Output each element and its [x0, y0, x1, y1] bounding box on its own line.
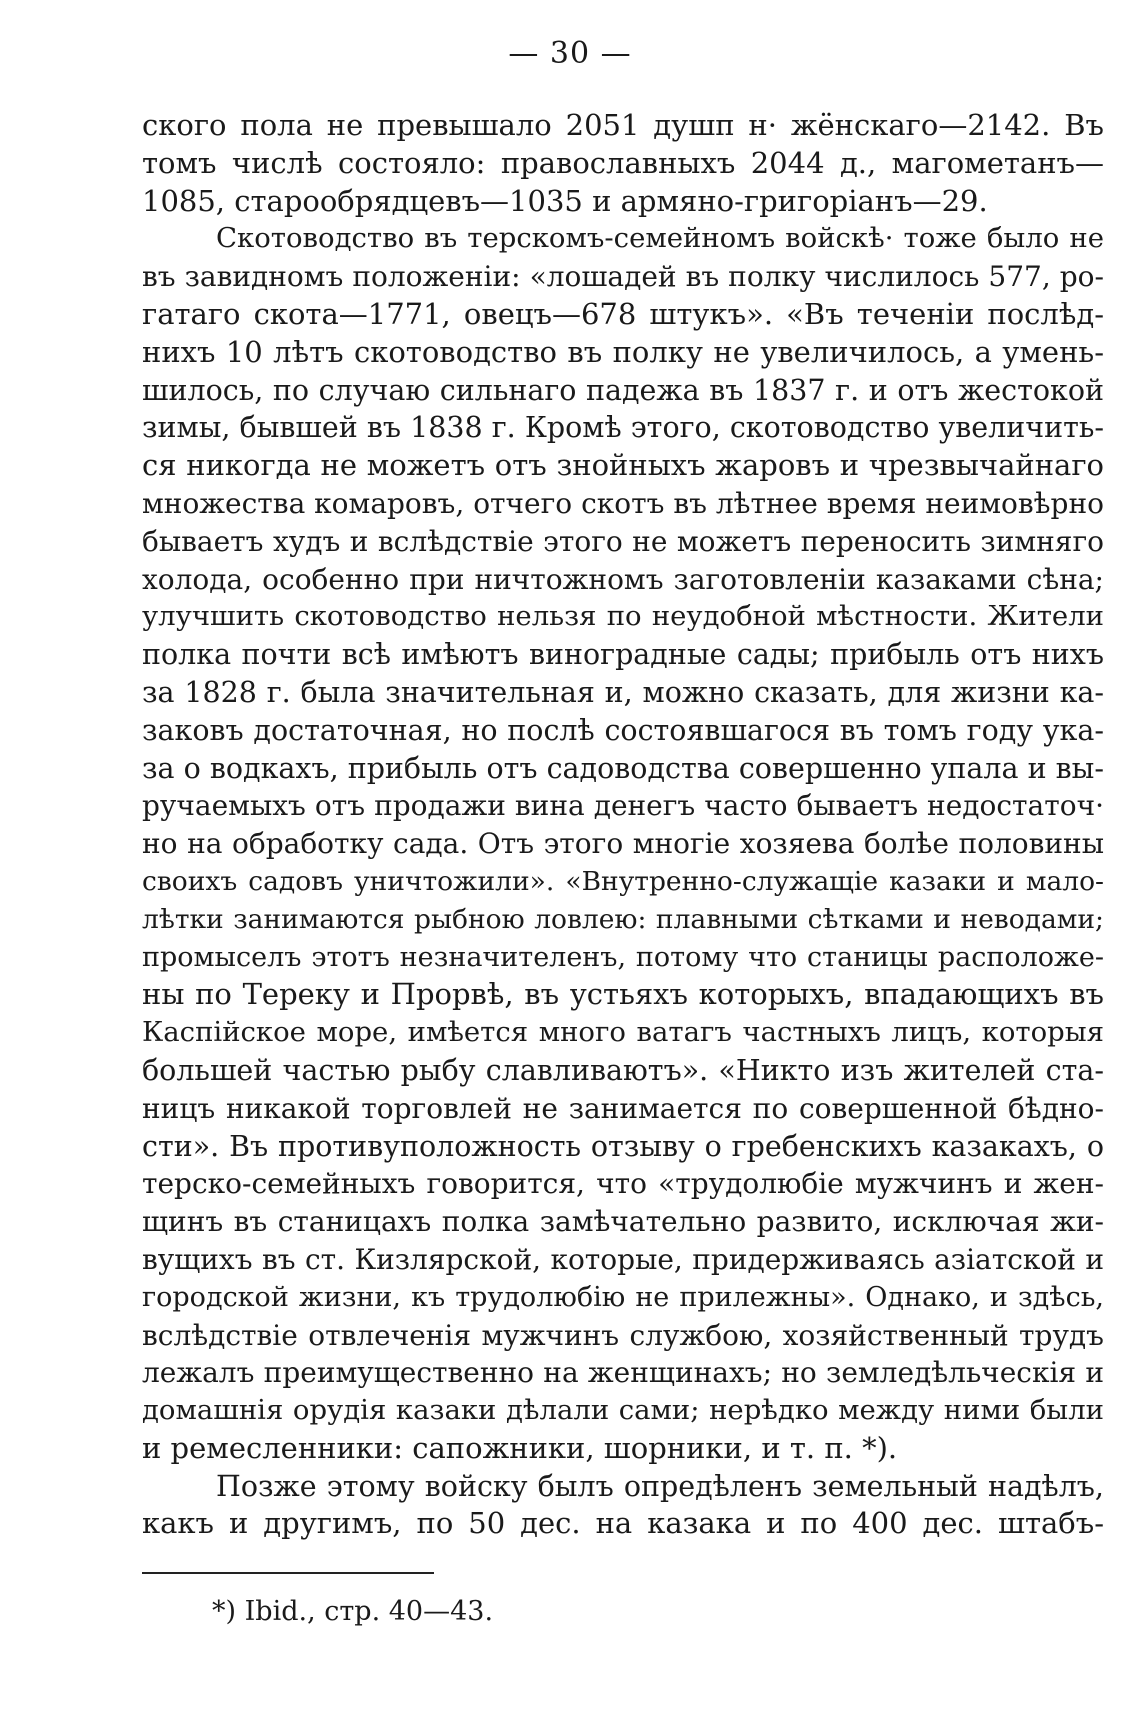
body-text	[142, 107, 1104, 1543]
text-line: за 1828 г. была значительная и, можно сказать, для жизни ка-	[142, 675, 1104, 709]
text-line: ницъ никакой торговлей не занимается по совершенной бѣдно-	[142, 1091, 1104, 1125]
text-line: сти». Въ противуположность отзыву о гребенскихъ казакахъ, о	[142, 1129, 1104, 1163]
text-line: холода, особенно при ничтожномъ заготовленіи казаками сѣна;	[142, 562, 1104, 596]
text-line: вущихъ въ ст. Кизлярской, которые, придерживаясь азіатской и	[142, 1242, 1104, 1276]
text-line: гатаго скота—1771, овецъ—678 штукъ». «Въ теченіи послѣд-	[142, 296, 1104, 331]
text-line: бываетъ худъ и вслѣдствіе этого не можетъ переносить зимняго	[142, 524, 1104, 558]
text-line: своихъ садовъ уничтожили». «Внутренно-служащіе казаки и мало-	[142, 865, 1104, 897]
text-line: ся никогда не можетъ отъ знойныхъ жаровъ и чрезвычайнаго	[142, 448, 1104, 483]
text-line: 1085, старообрядцевъ—1035 и армяно-григоріанъ—29.	[142, 183, 988, 218]
page-number: — 30 —	[508, 36, 632, 71]
text-line: ны по Тереку и Прорвѣ, въ устьяхъ которыхъ, впадающихъ въ	[142, 977, 1104, 1012]
text-line: лѣтки занимаются рыбною ловлею: плавными сѣтками и неводами;	[142, 903, 1104, 935]
text-line: множества комаровъ, отчего скотъ въ лѣтнее время неимовѣрно	[142, 486, 1104, 520]
text-line: въ завидномъ положеніи: «лошадей въ полку числилось 577, ро-	[142, 260, 1104, 294]
text-line: какъ и другимъ, по 50 дес. на казака и по 400 дес. штабъ-	[142, 1506, 1104, 1541]
text-line: и ремесленники: сапожники, шорники, и т. п. *).	[142, 1430, 898, 1465]
footnote: *) Ibid., стр. 40—43.	[212, 1596, 494, 1627]
text-line: ручаемыхъ отъ продажи вина денегъ часто бываетъ недостаточ·	[142, 789, 1104, 823]
text-line: за о водкахъ, прибыль отъ садоводства совершенно упала и вы-	[142, 751, 1104, 785]
text-line: щинъ въ станицахъ полка замѣчательно развито, исключая жи-	[142, 1205, 1104, 1239]
text-line: терско-семейныхъ говорится, что «трудолюбіе мужчинъ и жен-	[142, 1167, 1104, 1201]
footnote-divider	[142, 1572, 434, 1574]
text-line: нихъ 10 лѣтъ скотоводство въ полку не увеличилось, а умень-	[142, 334, 1104, 369]
text-line: Каспійское море, имѣется много ватагъ частныхъ лицъ, которыя	[142, 1016, 1104, 1049]
text-line: большей частью рыбу славливаютъ». «Никто изъ жителей ста-	[142, 1053, 1104, 1087]
text-line: городской жизни, къ трудолюбію не прилежны». Однако, и здѣсь,	[142, 1281, 1104, 1313]
text-line: но на обработку сада. Отъ этого многіе хозяева болѣе половины	[142, 827, 1104, 861]
text-line: ского пола не превышало 2051 душп н· жёнскаго—2142. Въ	[142, 108, 1104, 142]
text-line: вслѣдствіе отвлеченія мужчинъ службою, хозяйственный трудъ	[142, 1318, 1104, 1352]
text-line: томъ числѣ состояло: православныхъ 2044 д., магометанъ—	[142, 145, 1104, 180]
text-line: улучшить скотоводство нельзя по неудобной мѣстности. Жители	[142, 600, 1104, 633]
text-line: заковъ достаточная, но послѣ состоявшагося въ томъ году ука-	[142, 713, 1104, 747]
paragraph-start-line: Скотоводство въ терскомъ-семейномъ войскѣ· тоже было не	[216, 222, 1104, 255]
text-line: зимы, бывшей въ 1838 г. Кромѣ этого, скотоводство увеличить-	[142, 411, 1104, 445]
text-line: шилось, по случаю сильнаго падежа въ 1837 г. и отъ жестокой	[142, 373, 1104, 407]
text-line: полка почти всѣ имѣютъ виноградные сады; прибыль отъ нихъ	[142, 638, 1104, 672]
paragraph-start-line: Позже этому войску былъ опредѣленъ земельный надѣлъ,	[216, 1469, 1104, 1503]
text-line: промыселъ этотъ незначителенъ, потому что станицы расположе-	[142, 941, 1104, 973]
text-line: лежалъ преимущественно на женщинахъ; но земледѣльческія и	[142, 1356, 1104, 1390]
text-line: домашнія орудія казаки дѣлали сами; нерѣдко между ними были	[142, 1394, 1104, 1427]
